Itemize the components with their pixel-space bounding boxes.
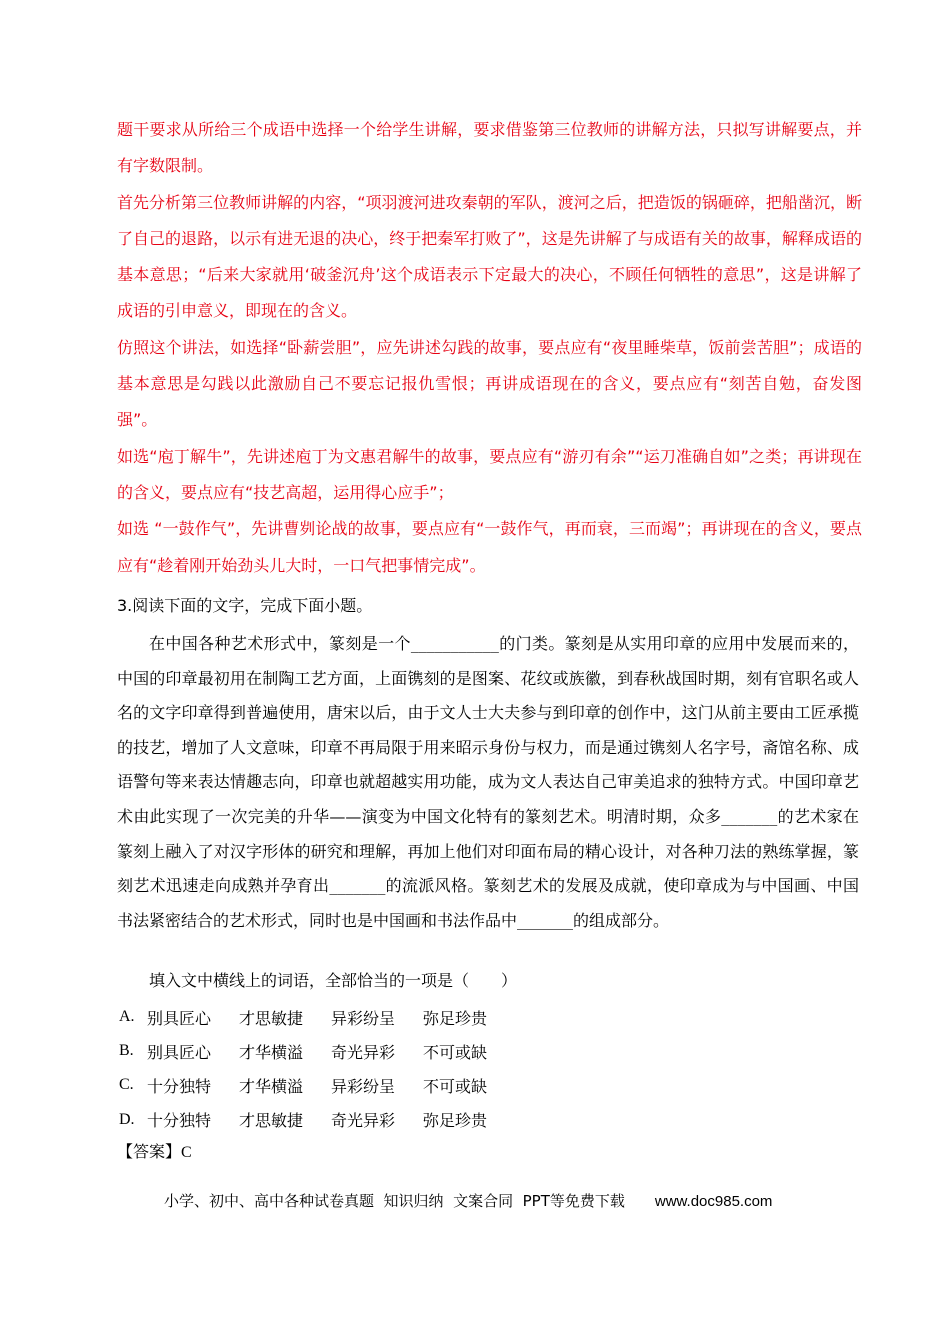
answer-line (117, 1137, 192, 1168)
explanation-paragraph: 题干要求从所给三个成语中选择一个给学生讲解，要求借鉴第三位教师的讲解方法，只拟写讲解要点，并有字数限制。 (117, 120, 862, 176)
option-letter: B. (119, 1042, 134, 1060)
answer-options (117, 1000, 717, 1137)
explanation-paragraph: 如选“庖丁解牛”，先讲述庖丁为文惠君解牛的故事，要点应有“游刃有余”“运刀准确自如”之类；再讲现在的含义，要点应有“技艺高超，运用得心应手”； (117, 446, 862, 502)
option-word: 奇光异彩 (331, 1042, 396, 1062)
option-word: 别具匠心 (147, 1042, 212, 1062)
option-letter: A. (119, 1008, 135, 1026)
option-b (117, 1034, 717, 1068)
question-title: 3.阅读下面的文字，完成下面小题。 (117, 596, 373, 615)
option-word: 别具匠心 (147, 1008, 212, 1028)
answer-label: 【答案】 (117, 1142, 182, 1161)
option-word: 十分独特 (147, 1076, 212, 1096)
option-a (117, 1000, 717, 1034)
option-letter: C. (119, 1076, 134, 1094)
footer-text: 小学、初中、高中各种试卷真题 知识归纳 文案合同 PPT等免费下载 (164, 1192, 625, 1210)
page-footer (164, 1186, 772, 1217)
option-letter: D. (119, 1110, 135, 1128)
option-word: 不可或缺 (423, 1076, 488, 1096)
option-word: 弥足珍贵 (423, 1008, 488, 1028)
option-d (117, 1103, 717, 1137)
explanation-paragraph: 仿照这个讲法，如选择“卧薪尝胆”，应先讲述勾践的故事，要点应有“夜里睡柴草，饭前尝苦胆”；成语的基本意思是勾践以此激励自己不要忘记报仇雪恨；再讲成语现在的含义，要点应有“刻苦自勉，奋发图强”。 (117, 337, 862, 430)
footer-link[interactable]: www.doc985.com (654, 1193, 773, 1210)
answer-value: C (181, 1144, 192, 1161)
option-c (117, 1068, 717, 1102)
option-word: 奇光异彩 (331, 1111, 396, 1131)
question-prompt: 填入文中横线上的词语，全部恰当的一项是（ ） (149, 971, 518, 990)
option-word: 才思敏捷 (239, 1008, 304, 1028)
option-word: 异彩纷呈 (331, 1076, 396, 1096)
option-word: 才思敏捷 (239, 1111, 304, 1131)
option-word: 弥足珍贵 (423, 1111, 488, 1131)
explanation-paragraph: 如选 “一鼓作气”，先讲曹刿论战的故事，要点应有“一鼓作气，再而衰，三而竭”；再讲现在的含义，要点应有“趁着刚开始劲头儿大时，一口气把事情完成”。 (117, 519, 862, 575)
explanation-paragraph: 首先分析第三位教师讲解的内容，“项羽渡河进攻秦朝的军队，渡河之后，把造饭的锅砸碎，把船凿沉，断了自己的退路，以示有进无退的决心，终于把秦军打败了”，这是先讲解了与成语有关的故事，解释成语的基本意思；“后来大家就用‘破釜沉舟’这个成语表示下定最大的决心，不顾任何牺牲的意思”，这是讲解了成语的引申意义，即现在的含义。 (117, 192, 862, 321)
explanation-block (117, 112, 862, 584)
option-word: 十分独特 (147, 1111, 212, 1131)
reading-passage: 在中国各种艺术形式中，篆刻是一个___________的门类。篆刻是从实用印章的应用中发展而来的，中国的印章最初用在制陶工艺方面，上面镌刻的是图案、花纹或族徽，到春秋战国时期，刻有官职名或人名的文字印章得到普遍使用，唐宋以后，由于文人士大夫参与到印章的创作中，这门从前主要由工匠承揽的技艺，增加了人文意味，印章不再局限于用来昭示身份与权力，而是通过镌刻人名字号，斋馆名称、成语警句等来表达情趣志向，印章也就超越实用功能，成为文人表达自己审美追求的独特方式。中国印章艺术由此实现了一次完美的升华——演变为中国文化特有的篆刻艺术。明清时期，众多_______的艺术家在篆刻上融入了对汉字形体的研究和理解，再加上他们对印面布局的精心设计，对各种刀法的熟练掌握，篆刻艺术迅速走向成熟并孕育出_______的流派风格。篆刻艺术的发展及成就，使印章成为与中国画、中国书法紧密结合的艺术形式，同时也是中国画和书法作品中_______的组成部分。 (117, 634, 859, 930)
option-word: 异彩纷呈 (331, 1008, 396, 1028)
option-word: 才华横溢 (239, 1076, 304, 1096)
option-word: 不可或缺 (423, 1042, 488, 1062)
option-word: 才华横溢 (239, 1042, 304, 1062)
